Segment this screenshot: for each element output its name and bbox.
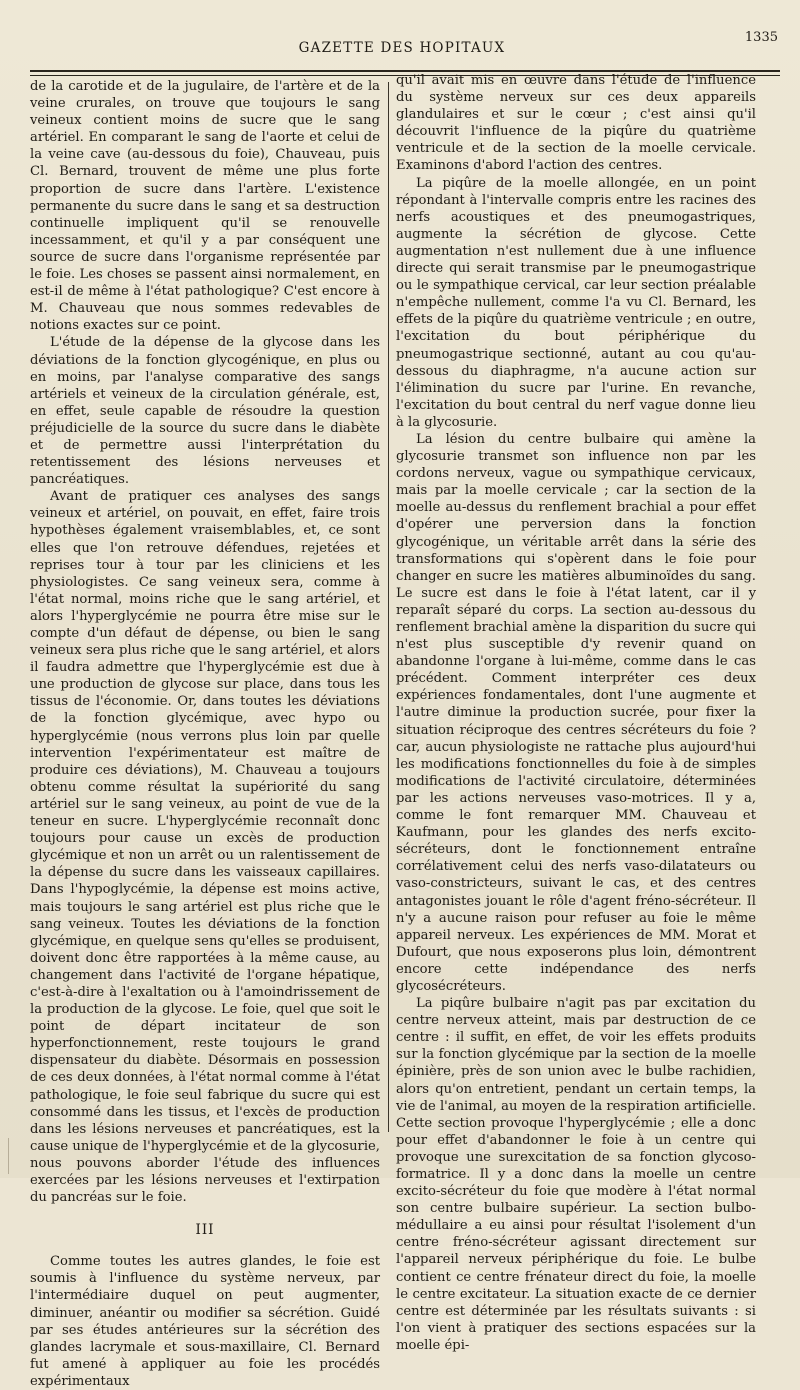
right-column [396, 72, 756, 1354]
left-column [30, 78, 380, 1390]
paragraph: L'étude de la dépense de la glycose dans les déviations de la fonction glycogénique, en plus ou en moins, par l'analyse comparative des sangs artériels et veineux de la circulation générale, est, en effet, seule capable de résoudre la question préjudicielle de la source du sucre dans le diabète et de permettre aussi l'interprétation du retentissement des lésions nerveuses et pancréatiques. [30, 335, 380, 488]
paragraph: Avant de pratiquer ces analyses des sangs veineux et artériel, on pouvait, en effet, faire trois hypothèses également vraisemblables, et, ce sont elles que l'on retrouve défendues, rejetées et reprises tour à tour par les cliniciens et les physiologistes. Ce sang veineux sera, comme à l'état normal, moins riche que le sang artériel, et alors l'hyperglycémie ne pourra être mise sur le compte d'un défaut de dépense, ou bien le sang veineux sera plus riche que le sang artériel, et alors il faudra admettre que l'hyperglycémie est due à une production de glycose sur place, dans tous les tissus de l'économie. Or, dans toutes les déviations de la fonction glycémique, avec hypo ou hyperglycémie (nous verrons plus loin par quelle intervention l'expérimentateur est maître de produire ces déviations), M. Chauveau a toujours obtenu comme résultat la supériorité du sang artériel sur le sang veineux, au point de vue de la teneur en sucre. L'hyperglycémie reconnaît donc toujours pour cause un excès de production glycémique et non un arrêt ou un ralentissement de la dépense du sucre dans les vaisseaux capillaires. Dans l'hypoglycémie, la dépense est moins active, mais toujours le sang artériel est plus riche que le sang veineux. Toutes les déviations de la fonction glycémique, en quelque sens qu'elles se produisent, doivent donc être rapportées à la même cause, au changement dans l'activité de l'organe hépatique, c'est-à-dire à l'exaltation ou à l'amoindrissement de la production de la glycose. Le foie, quel que soit le point de départ incitateur de son hyperfonctionnement, reste toujours le grand dispensateur du diabète. Désormais en possession de ces deux données, à l'état normal comme à l'état pathologique, le foie seul fabrique du sucre qui est consommé dans les tissus, et l'excès de production dans les lésions nerveuses et pancréatiques, est la cause unique de l'hyperglycémie et de la glycosurie, nous pouvons aborder l'étude des influences exercées par les lésions nerveuses et l'extirpation du pancréas sur le foie. [30, 489, 380, 1206]
page-number: 1335 [744, 30, 778, 45]
paragraph: La lésion du centre bulbaire qui amène la glycosurie transmet son influence non par les cordons nerveux, vague ou sympathique cervicaux, mais par la moelle cervicale ; car la section de la moelle au-dessus du renflement brachial a pour effet d'opérer une perversion dans la fonction glycogénique, un véritable arrêt dans la série des transformations qui s'opèrent dans le foie pour changer en sucre les matières albuminoïdes du sang. Le sucre est dans le foie à l'état latent, car il y reparaît séparé du corps. La section au-dessous du renflement brachial amène la disparition du sucre qui n'est plus susceptible d'y revenir quand on abandonne l'organe à lui-même, comme dans le cas précédent. Comment interpréter ces deux expériences fondamentales, dont l'une augmente et l'autre diminue la production sucrée, pour fixer la situation réciproque des centres sécréteurs du foie ? car, aucun physiologiste ne rattache plus aujourd'hui les modifications fonctionnelles du foie à de simples modifications de l'activité circulatoire, déterminées par les actions nerveuses vaso-motrices. Il y a, comme le font remarquer MM. Chauveau et Kaufmann, pour les glandes des nerfs excito-sécréteurs, dont le fonctionnement entraîne corrélativement celui des nerfs vaso-dilatateurs ou vaso-constricteurs, suivant le cas, et des centres antagonistes jouant le rôle d'agent fréno-sécréteur. Il n'y a aucune raison pour refuser au foie le même appareil nerveux. Les expériences de MM. Morat et Dufourt, que nous exposerons plus loin, démontrent encore cette indépendance des nerfs glycosécréteurs. [396, 431, 756, 994]
section-heading: III [195, 1222, 215, 1239]
paragraph: qu'il avait mis en œuvre dans l'étude de l'influence du système nerveux sur ces deux appareils glandulaires et sur le cœur ; c'est ainsi qu'il découvrit l'influence de la piqûre du quatrième ventricule et de la section de la moelle cervicale. Examinons d'abord l'action des centres. [396, 73, 756, 174]
column-divider [388, 82, 389, 1132]
margin-mark [8, 1138, 17, 1174]
paragraph: de la carotide et de la jugulaire, de l'artère et de la veine crurales, on trouve que toujours le sang veineux contient moins de sucre que le sang artériel. En comparant le sang de l'aorte et celui de la veine cave (au-dessous du foie), Chauveau, puis Cl. Bernard, trouvent de même une plus forte proportion de sucre dans l'artère. L'existence permanente du sucre dans le sang et sa destruction continuelle impliquent qu'il se renouvelle incessamment, et qu'il y a par conséquent une source de sucre dans l'organisme représentée par le foie. Les choses se passent ainsi normalement, en est-il de même à l'état pathologique? C'est encore à M. Chauveau que nous sommes redevables de notions exactes sur ce point. [30, 79, 380, 334]
journal-title: GAZETTE DES HOPITAUX [298, 40, 506, 56]
paragraph: Comme toutes les autres glandes, le foie est soumis à l'influence du système nerveux, par l'intermédiaire duquel on peut augmenter, diminuer, anéantir ou modifier sa sécrétion. Guidé par ses études antérieures sur la sécrétion des glandes lacrymale et sous-maxillaire, Cl. Bernard fut amené à appliquer au foie les procédés expérimentaux [30, 1254, 380, 1389]
page-header [22, 30, 782, 64]
paragraph: La piqûre bulbaire n'agit pas par excitation du centre nerveux atteint, mais par destruction de ce centre : il suffit, en effet, de voir les effets produits sur la fonction glycémique par la section de la moelle épinière, près de son union avec le bulbe rachidien, alors qu'on entretient, pendant un certain temps, la vie de l'animal, au moyen de la respiration artificielle. Cette section provoque l'hyperglycémie ; elle a donc pour effet d'abandonner le foie à un centre qui provoque une surexcitation de sa fonction glycoso-formatrice. Il y a donc dans la moelle un centre excito-sécréteur du foie que modère à l'état normal son centre bulbaire supérieur. La section bulbo-médullaire a eu ainsi pour résultat l'isolement d'un centre fréno-sécréteur agissant directement sur l'appareil nerveux périphérique du foie. Le bulbe contient ce centre frénateur direct du foie, la moelle le centre excitateur. La situation exacte de ce dernier centre est déterminée par les résultats suivants : si l'on vient à pratiquer des sections espacées sur la moelle épi- [396, 996, 757, 1353]
paragraph: La piqûre de la moelle allongée, en un point répondant à l'intervalle compris entre les racines des nerfs acoustiques et des pneumogastriques, augmente la sécrétion de glycose. Cette augmentation n'est nullement due à une influence directe qui serait transmise par le pneumogastrique ou le sympathique cervical, car leur section préalable n'empêche nullement, comme l'a vu Cl. Bernard, les effets de la piqûre du quatrième ventricule ; en outre, l'excitation du bout périphérique du pneumogastrique sectionné, autant au cou qu'au-dessous du diaphragme, n'a aucune action sur l'élimination du sucre par l'urine. En revanche, l'excitation du bout central du nerf vague donne lieu à la glycosurie. [396, 175, 756, 430]
